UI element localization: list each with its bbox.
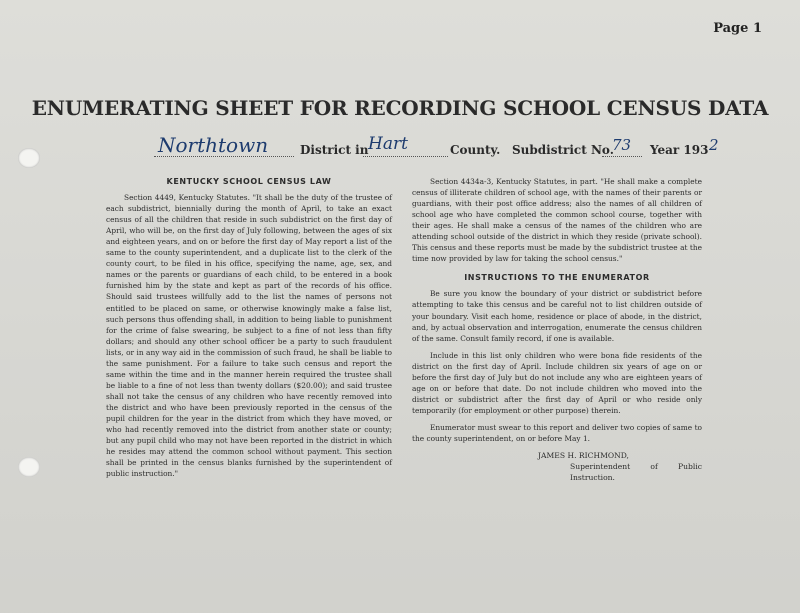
subdistrict-label: Subdistrict No. xyxy=(512,143,614,157)
district-handwritten: Northtown xyxy=(158,133,269,157)
binder-hole-top xyxy=(18,148,40,168)
law-text: Section 4449, Kentucky Statutes. "It shall be the duty of the trustee of each subdistrict, biennially during the month of April, to take an exact census of all the children that reside in such subdistrict on the first day of April, who will be, on the first day of July following, between the ages of six and eighteen years, and on or before the first day of May report a list of the same to the county superintendent, and a duplicate list to the clerk of the county court, to be filed in his office, specifying the name, age, sex, and names or the parents or guardians of each child, to be entered in a book furnished him by the state and kept as part of the records of his office. Should said trustees willfully add to the list the names of persons not entitled to be placed on same, or otherwise knowingly make a false list, such persons thus offending shall, in addition to being liable to punishment for the crime of false swearing, be subject to a fine of not less than fifty dollars; and should any other school officer be a party to such fraudulent lists, or in any way aid in the commission of such fraud, he shall be liable to the same punishment. For a failure to take such census and report the same within the time and in the manner herein required the trustee shall be liable to a fine of not less than twenty dollars ($20.00); and said trustee shall not take the census of any children who have recently removed into the district and who have been previously reported in the census of the pupil children for the year in the district from which they have moved, or who had recently removed into the district from another state or county; but any pupil child who may not have been reported in the district in which he resides may attend the common school without payment. This section shall be printed in the census blanks furnished by the superintendent of public instruction." xyxy=(106,193,392,479)
document-title: ENUMERATING SHEET FOR RECORDING SCHOOL CENSUS DATA xyxy=(31,96,769,120)
county-handwritten: Hart xyxy=(368,134,408,154)
district-rule xyxy=(154,156,294,157)
right-column xyxy=(412,176,702,483)
instruction-paragraph: Enumerator must swear to this report and deliver two copies of same to the county superintendent, on or before May 1. xyxy=(412,422,702,443)
signature-title: Superintendent of Public Instruction. xyxy=(570,462,702,483)
left-column xyxy=(106,176,392,485)
section-text: Section 4434a-3, Kentucky Statutes, in part. "He shall make a complete census of illiterate children of school age, with the names of their parents or guardians, with their post office address; also the names of all children of school age who have completed the common school course, together with their ages. He shall make a census of the names of the children who are attending school outside of the district in which they reside (private school). This census and these reports must be made by the subdistrict trustee at the time now provided by law for taking the school census." xyxy=(412,177,702,264)
law-heading: KENTUCKY SCHOOL CENSUS LAW xyxy=(166,177,332,186)
instructions-heading: INSTRUCTIONS TO THE ENUMERATOR xyxy=(464,273,650,283)
binder-hole-bottom xyxy=(18,457,40,477)
county-label: County. xyxy=(450,143,501,157)
district-line xyxy=(150,135,720,161)
page-number: Page 1 xyxy=(713,21,762,36)
county-rule xyxy=(363,156,448,157)
instruction-paragraph: Include in this list only children who were bona fide residents of the district on the first day of April. Include children six years of age on or before the first day of July but do not include any who are eighteen years of age on or before that date. Do not include children who moved into the district or subdistrict after the first day of April or who reside only temporarily (for employment or other purpose) therein. xyxy=(412,350,702,415)
year-label: Year 193 xyxy=(650,143,709,157)
signature-name: JAMES H. RICHMOND, xyxy=(538,451,629,461)
district-label: District in xyxy=(300,143,369,157)
year-handwritten: 2 xyxy=(709,136,719,154)
subdistrict-handwritten: 73 xyxy=(612,136,632,154)
instruction-paragraph: Be sure you know the boundary of your district or subdistrict before attempting to take this census and be careful not to list children outside of your boundary. Visit each home, residence or place of abode, in the district, and, by actual observation and interrogation, enumerate the census children of the same. Consult family record, if one is available. xyxy=(412,289,702,343)
subdistrict-rule xyxy=(602,156,642,157)
